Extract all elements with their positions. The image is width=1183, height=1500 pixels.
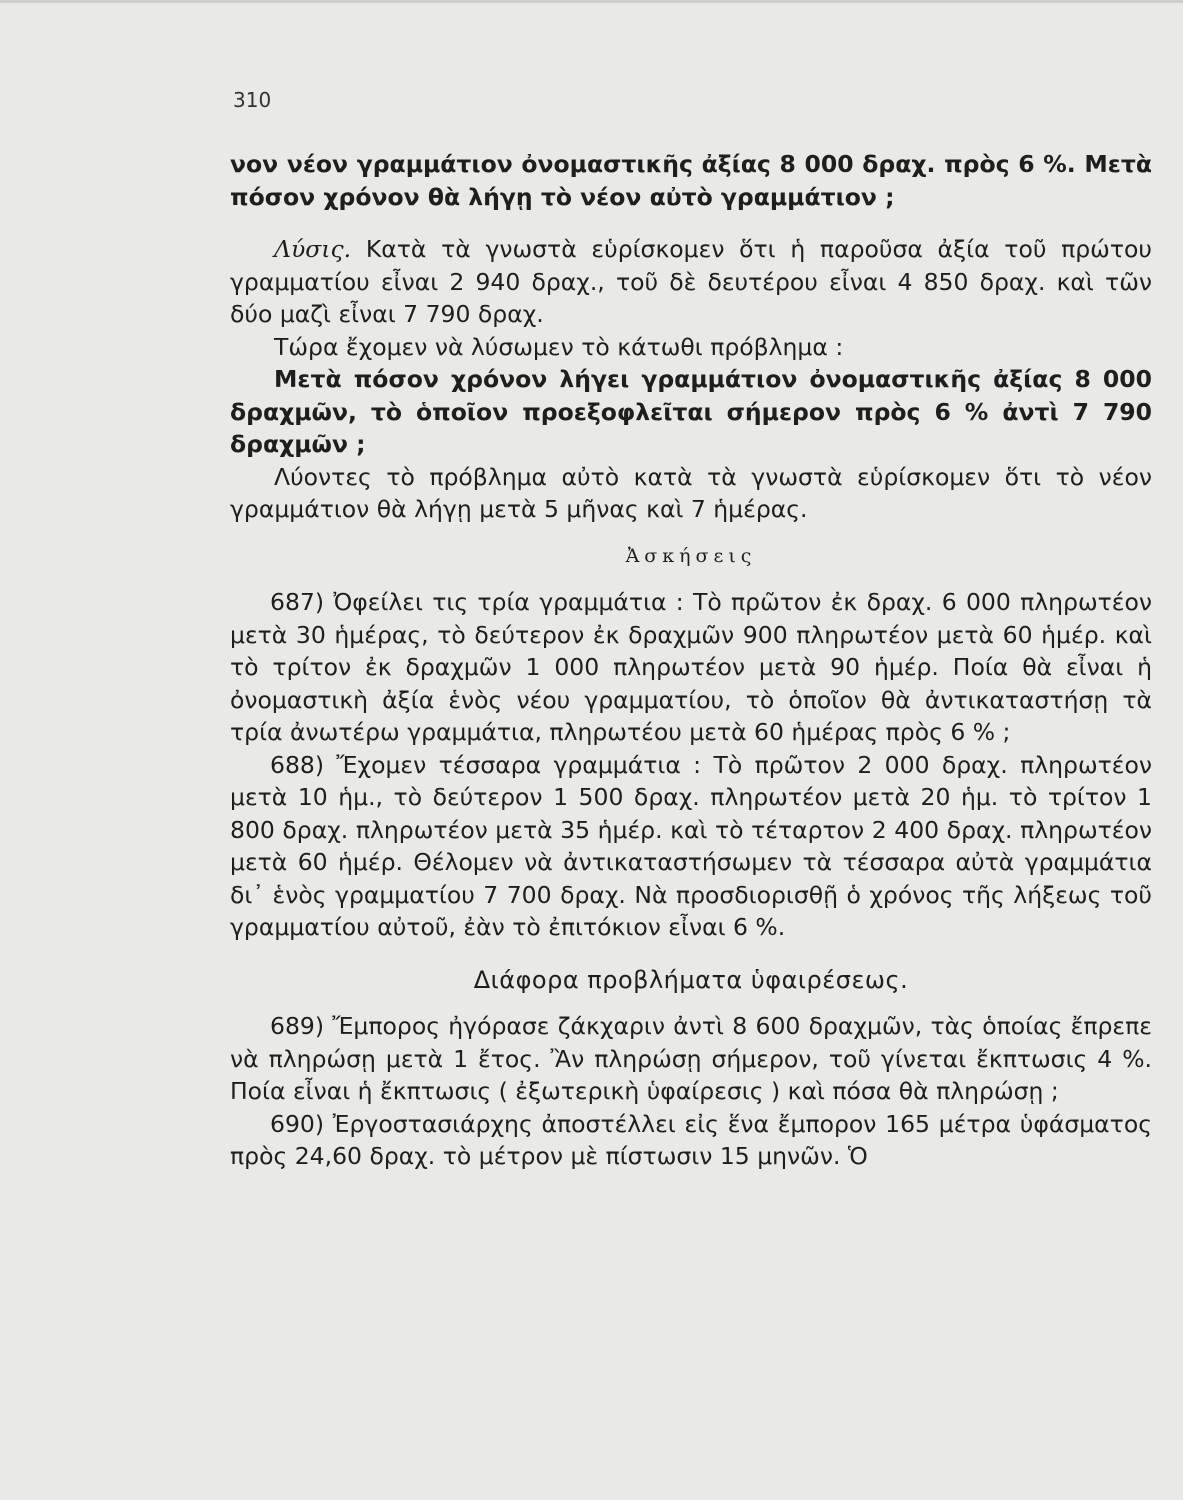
problem-690: 690) Ἐργοστασιάρχης ἀποστέλλει εἰς ἕνα ἔμπορον 165 μέτρα ὑφάσματος πρὸς 24,60 δραχ. τὸ μέτρον μὲ πίστωσιν 15 μηνῶν. Ὁ — [230, 1109, 1152, 1170]
solution-paragraph — [230, 233, 1152, 331]
problem-689: 689) Ἔμπορος ἠγόρασε ζάκχαριν ἀντὶ 8 600 δραχμῶν, τὰς ὁποίας ἔπρεπε νὰ πληρώσῃ μετὰ 1 ἔτος. Ἂν πληρώσῃ σήμερον, τοῦ γίνεται ἔκπτωσις 4 %. Ποία εἶναι ἡ ἔκπτωσις ( ἐξωτερικὴ ὑφαίρεσις ) καὶ πόσα θὰ πληρώσῃ ; — [230, 1012, 1152, 1105]
now-paragraph: Τώρα ἔχομεν νὰ λύσωμεν τὸ κάτωθι πρόβλημα : — [274, 332, 844, 361]
exercise-687: 687) Ὀφείλει τις τρία γραμμάτια : Τὸ πρῶτον ἐκ δραχ. 6 000 πληρωτέον μετὰ 30 ἡμέρας, τὸ δεύτερον ἐκ δραχμῶν 900 πληρωτέον μετὰ 60 ἡμέρ. καὶ τὸ τρίτον ἐκ δραχμῶν 1 000 πληρωτέον μετὰ 90 ἡμέρ. Ποία θὰ εἶναι ἡ ὀνομαστικὴ ἀξία ἑνὸς νέου γραμματίου, τὸ ὁποῖον θὰ ἀντικαταστήσῃ τὰ τρία ἀνωτέρω γραμμάτια, πληρωτέου μετὰ 60 ἡμέρας πρὸς 6 % ; — [230, 588, 1152, 746]
problem-paragraph: Μετὰ πόσον χρόνον λήγει γραμμάτιον ὀνομαστικῆς ἀξίας 8 000 δραχμῶν, τὸ ὁποῖον προεξοφλεῖται σήμερον πρὸς 6 % ἀντὶ 7 790 δραχμῶν ; — [230, 365, 1152, 458]
section-title: Διάφορα προβλήματα ὑφαιρέσεως. — [473, 965, 909, 994]
answer-paragraph: Λύοντες τὸ πρόβλημα αὐτὸ κατὰ τὰ γνωστὰ εὑρίσκομεν ὅτι τὸ νέον γραμμάτιον θὰ λήγῃ μετὰ 5 μῆνας καὶ 7 ἡμέρας. — [230, 462, 1152, 523]
exercises-heading: Ἀσκήσεις — [625, 544, 757, 567]
page-number: 310 — [233, 88, 272, 112]
exercise-688: 688) Ἔχομεν τέσσαρα γραμμάτια : Τὸ πρῶτον 2 000 δραχ. πληρωτέον μετὰ 10 ἡμ., τὸ δεύτερον 1 500 δραχ. πληρωτέον μετὰ 20 ἡμ. τὸ τρίτον 1 800 δραχ. πληρωτέον μετὰ 35 ἡμέρ. καὶ τὸ τέταρτον 2 400 δραχ. πληρωτέον μετὰ 60 ἡμέρ. Θέλομεν νὰ ἀντικαταστήσωμεν τὰ τέσσαρα αὐτὰ γραμμάτια δι᾽ ἑνὸς γραμματίου 7 700 δραχ. Νὰ προσδιορισθῇ ὁ χρόνος τῆς λήξεως τοῦ γραμματίου αὐτοῦ, ἐὰν τὸ ἐπιτόκιον εἶναι 6 %. — [230, 750, 1152, 941]
solution-text: Κατὰ τὰ γνωστὰ εὑρίσκομεν ὅτι ἡ παροῦσα ἀξία τοῦ πρώτου γραμματίου εἶναι 2 940 δραχ., τοῦ δὲ δευτέρου εἶναι 4 850 δραχ. καὶ τῶν δύο μαζὶ εἶναι 7 790 δραχ. — [230, 235, 1152, 328]
solution-label: Λύσις. — [274, 235, 352, 263]
page-content — [230, 148, 1152, 1173]
intro-paragraph: νον νέον γραμμάτιον ὀνομαστικῆς ἀξίας 8 000 δραχ. πρὸς 6 %. Μετὰ πόσον χρόνον θὰ λήγῃ τὸ νέον αὐτὸ γραμμάτιον ; — [230, 150, 1152, 211]
